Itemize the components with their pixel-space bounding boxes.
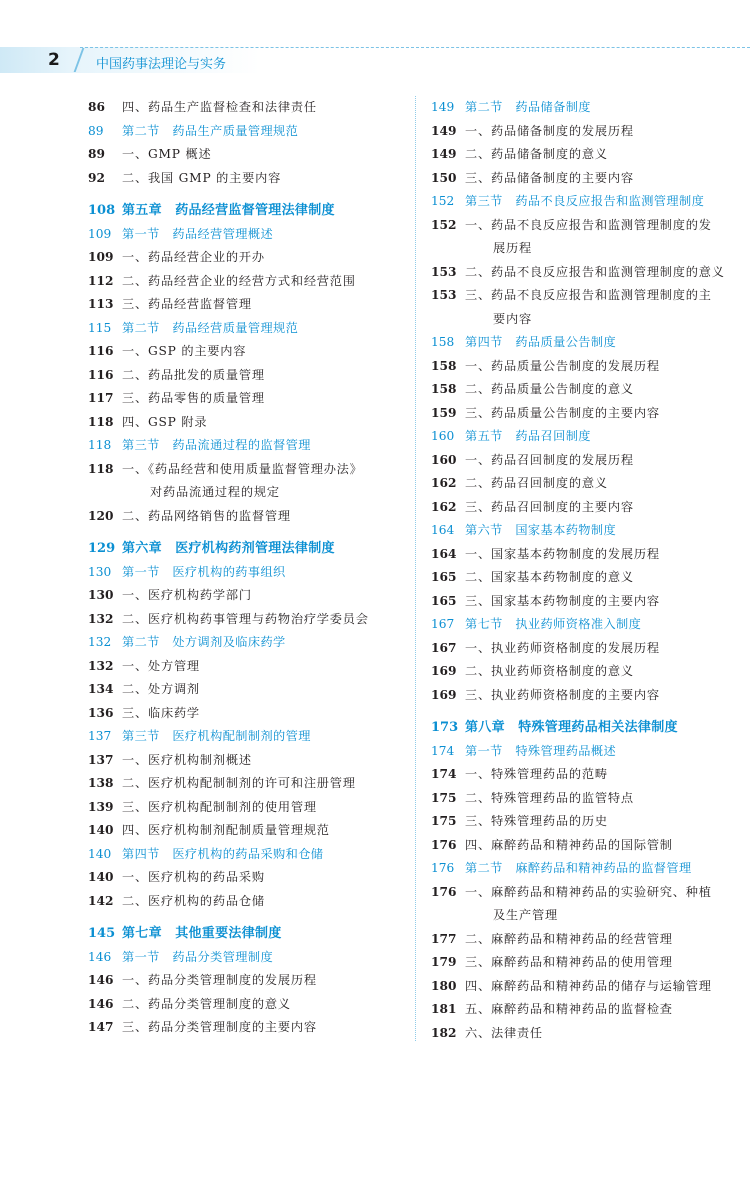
toc-item[interactable] [431,684,742,708]
toc-page-number: 140 [88,846,112,861]
toc-entry-title: 三、执业药师资格制度的主要内容 [465,687,660,702]
toc-page-number: 153 [431,288,457,302]
toc-item[interactable] [431,881,742,905]
toc-entry-title: 四、麻醉药品和精神药品的储存与运输管理 [465,978,712,993]
toc-entry-title: 二、特殊管理药品的监管特点 [465,790,634,805]
toc-item[interactable] [431,1022,742,1046]
toc-item[interactable] [88,246,400,270]
toc-item[interactable] [88,655,400,679]
toc-entry-title: 一、GMP 概述 [122,147,212,161]
toc-chapter[interactable] [431,716,742,740]
toc-section[interactable] [88,946,400,970]
toc-item[interactable] [88,293,400,317]
toc-page-number: 136 [88,705,114,720]
toc-page-number: 130 [88,564,112,579]
toc-page-number: 158 [431,358,457,373]
toc-entry-title: 五、麻醉药品和精神药品的监督检查 [465,1002,673,1016]
toc-entry-title: 展历程 [493,241,532,255]
toc-entry-title: 一、药品储备制度的发展历程 [465,123,634,138]
toc-page-number: 149 [431,147,457,161]
toc-entry-title: 一、GSP 的主要内容 [122,344,247,358]
toc-page-number: 146 [88,949,112,964]
toc-entry-title: 二、处方调剂 [122,682,200,696]
toc-item[interactable] [88,772,400,796]
toc-item[interactable] [88,143,400,167]
toc-item[interactable] [431,834,742,858]
toc-entry-title: 第二节 处方调剂及临床药学 [122,635,286,649]
toc-page-number: 164 [431,546,457,561]
toc-entry-title: 第四节 药品质量公告制度 [465,335,617,349]
toc-page-number: 149 [431,100,455,114]
toc-entry-title: 二、药品储备制度的意义 [465,147,608,161]
toc-page-number: 177 [431,931,457,946]
toc-item-continued[interactable] [431,904,742,928]
toc-item[interactable] [88,866,400,890]
toc-entry-title: 三、麻醉药品和精神药品的使用管理 [465,955,673,969]
toc-section[interactable] [88,725,400,749]
toc-entry-title: 第六节 国家基本药物制度 [465,523,617,537]
toc-page-number: 132 [88,611,114,626]
toc-page-number: 176 [431,884,457,899]
toc-page-number: 132 [88,658,114,673]
toc-page-number: 181 [431,1002,457,1016]
toc-item[interactable] [431,928,742,952]
toc-page-number: 137 [88,729,112,743]
toc-entry-title: 第三节 药品不良反应报告和监测管理制度 [465,194,705,208]
toc-page-number: 89 [88,147,105,161]
toc-item[interactable] [431,660,742,684]
toc-entry-title: 四、医疗机构制剂配制质量管理规范 [122,823,330,837]
toc-page-number: 152 [431,194,455,208]
toc-entry-title: 三、医疗机构配制制剂的使用管理 [122,799,317,814]
toc-right-column [431,96,742,1045]
toc-item[interactable] [431,378,742,402]
toc-item[interactable] [88,702,400,726]
toc-page-number: 92 [88,170,105,185]
toc-page-number: 175 [431,790,457,805]
toc-item[interactable] [88,505,400,529]
toc-item[interactable] [431,787,742,811]
toc-item[interactable] [88,678,400,702]
toc-page-number: 174 [431,743,455,758]
toc-page-number: 120 [88,508,114,523]
toc-item[interactable] [88,458,400,482]
toc-page-number: 109 [88,226,112,241]
toc-item[interactable] [431,449,742,473]
toc-page-number: 118 [88,414,114,429]
toc-entry-title: 第二节 麻醉药品和精神药品的监督管理 [465,861,692,875]
toc-entry-title: 二、药品分类管理制度的意义 [122,996,291,1011]
toc-entry-title: 二、药品质量公告制度的意义 [465,382,634,396]
toc-entry-title: 第一节 药品经营管理概述 [122,226,274,241]
toc-entry-title: 二、国家基本药物制度的意义 [465,570,634,584]
toc-entry-title: 第一节 药品分类管理制度 [122,949,274,964]
toc-section[interactable] [431,613,742,637]
toc-item[interactable] [88,608,400,632]
toc-entry-title: 第八章 特殊管理药品相关法律制度 [465,720,678,735]
toc-page-number: 109 [88,250,114,264]
toc-item[interactable] [88,969,400,993]
toc-item[interactable] [431,214,742,238]
toc-page-number: 89 [88,123,104,138]
toc-item[interactable] [431,472,742,496]
toc-section[interactable] [88,317,400,341]
toc-item[interactable] [88,796,400,820]
toc-page-number: 167 [431,640,457,655]
toc-entry-title: 四、GSP 附录 [122,414,208,429]
toc-item[interactable] [431,355,742,379]
toc-page-number: 108 [88,203,116,218]
toc-chapter[interactable] [88,922,400,946]
toc-entry-title: 第二节 药品经营质量管理规范 [122,320,299,335]
toc-item[interactable] [88,167,400,191]
toc-page-number: 118 [88,461,114,476]
toc-section[interactable] [88,434,400,458]
toc-page-number: 134 [88,682,114,696]
toc-page-number: 182 [431,1025,457,1040]
toc-item[interactable] [431,763,742,787]
toc-item[interactable] [431,566,742,590]
toc-item[interactable] [88,890,400,914]
toc-entry-title: 第二节 药品生产质量管理规范 [122,123,299,138]
toc-item-continued[interactable] [88,481,400,505]
toc-entry-title: 一、麻醉药品和精神药品的实验研究、种植 [465,884,712,899]
toc-entry-title: 三、药品质量公告制度的主要内容 [465,405,660,420]
toc-section[interactable] [88,120,400,144]
toc-page-number: 129 [88,541,116,556]
toc-page-number: 138 [88,776,114,790]
toc-section[interactable] [431,96,742,120]
toc-page-number: 158 [431,335,455,349]
toc-page-number: 169 [431,664,457,678]
toc-section[interactable] [88,561,400,585]
toc-page-number: 175 [431,814,457,828]
toc-page-number: 118 [88,438,112,452]
toc-item[interactable] [88,749,400,773]
toc-item-continued[interactable] [431,237,742,261]
toc-entry-title: 二、药品网络销售的监督管理 [122,508,291,523]
toc-entry-title: 二、药品不良反应报告和监测管理制度的意义 [465,264,725,279]
toc-chapter[interactable] [88,199,400,223]
toc-item[interactable] [88,411,400,435]
toc-item[interactable] [431,402,742,426]
toc-item[interactable] [88,819,400,843]
toc-page-number: 159 [431,405,457,420]
toc-page-number: 132 [88,635,112,649]
toc-entry-title: 一、特殊管理药品的范畴 [465,767,608,781]
toc-item[interactable] [431,167,742,191]
toc-entry-title: 一、国家基本药物制度的发展历程 [465,546,660,561]
toc-item[interactable] [88,270,400,294]
toc-page-number: 158 [431,382,457,396]
toc-entry-title: 六、法律责任 [465,1025,543,1040]
toc-section[interactable] [88,843,400,867]
toc-item[interactable] [431,998,742,1022]
toc-item[interactable] [88,584,400,608]
toc-page-number: 147 [88,1020,114,1034]
toc-item[interactable] [431,543,742,567]
toc-item[interactable] [431,120,742,144]
toc-section[interactable] [431,190,742,214]
toc-page-number: 130 [88,588,114,602]
toc-item[interactable] [88,96,400,120]
toc-entry-title: 对药品流通过程的规定 [150,485,280,499]
toc-entry-title: 要内容 [493,311,532,326]
toc-page-number: 162 [431,476,457,490]
toc-page-number: 160 [431,452,457,467]
toc-entry-title: 第五节 药品召回制度 [465,429,591,443]
toc-page-number: 167 [431,617,455,631]
toc-page-number: 160 [431,429,455,443]
toc-entry-title: 四、麻醉药品和精神药品的国际管制 [465,837,673,852]
toc-page-number: 112 [88,273,114,288]
toc-section[interactable] [431,425,742,449]
toc-entry-title: 一、医疗机构药学部门 [122,588,252,602]
toc-page-number: 146 [88,973,114,987]
toc-page-number: 142 [88,893,114,908]
toc-entry-title: 二、医疗机构的药品仓储 [122,893,265,908]
toc-item[interactable] [88,364,400,388]
toc-entry-title: 第四节 医疗机构的药品采购和仓储 [122,846,324,861]
toc-entry-title: 第三节 医疗机构配制制剂的管理 [122,729,311,743]
toc-entry-title: 一、药品召回制度的发展历程 [465,452,634,467]
toc-page-number: 140 [88,823,114,837]
toc-item[interactable] [431,951,742,975]
toc-section[interactable] [431,740,742,764]
toc-entry-title: 三、临床药学 [122,705,200,720]
toc-item[interactable] [431,590,742,614]
toc-entry-title: 三、药品召回制度的主要内容 [465,499,634,514]
toc-page-number: 153 [431,264,457,279]
toc-entry-title: 三、药品不良反应报告和监测管理制度的主 [465,288,712,302]
toc-entry-title: 第七节 执业药师资格准入制度 [465,617,642,631]
toc-section[interactable] [88,631,400,655]
toc-page-number: 113 [88,297,114,311]
toc-entry-title: 四、药品生产监督检查和法律责任 [122,100,317,114]
toc-item[interactable] [88,387,400,411]
toc-page-number: 180 [431,978,457,993]
toc-page-number: 165 [431,570,457,584]
toc-entry-title: 一、执业药师资格制度的发展历程 [465,640,660,655]
toc-item-continued[interactable] [431,308,742,332]
toc-entry-title: 三、药品储备制度的主要内容 [465,170,634,185]
toc-chapter[interactable] [88,537,400,561]
toc-page-number: 140 [88,870,114,884]
toc-entry-title: 二、医疗机构配制制剂的许可和注册管理 [122,776,356,790]
toc-page-number: 164 [431,523,455,537]
toc-item[interactable] [431,261,742,285]
toc-page-number: 165 [431,593,457,608]
toc-page-number: 152 [431,217,457,232]
toc-page-number: 116 [88,344,114,358]
toc-entry-title: 第二节 药品储备制度 [465,100,591,114]
toc-page-number: 115 [88,320,112,335]
toc-entry-title: 二、医疗机构药事管理与药物治疗学委员会 [122,611,369,626]
toc-page-number: 116 [88,367,114,382]
toc-entry-title: 二、执业药师资格制度的意义 [465,664,634,678]
book-title: 中国药事法理论与实务 [96,57,227,72]
toc-entry-title: 二、药品经营企业的经营方式和经营范围 [122,273,356,288]
toc-entry-title: 一、《药品经营和使用质量监督管理办法》 [122,461,363,476]
toc-item[interactable] [88,1016,400,1040]
toc-page-number: 117 [88,391,114,405]
column-divider [415,96,416,1041]
toc-entry-title: 二、麻醉药品和精神药品的经营管理 [465,931,673,946]
toc-page-number: 146 [88,996,114,1011]
toc-page-number: 150 [431,170,457,185]
toc-entry-title: 二、药品召回制度的意义 [465,476,608,490]
header-rule [80,47,750,48]
toc-entry-title: 第六章 医疗机构药剂管理法律制度 [122,541,335,556]
toc-entry-title: 一、处方管理 [122,658,200,673]
toc-entry-title: 第五章 药品经营监督管理法律制度 [122,203,335,218]
toc-entry-title: 三、药品经营监督管理 [122,297,252,311]
toc-page-number: 139 [88,799,114,814]
toc-entry-title: 第一节 特殊管理药品概述 [465,743,617,758]
toc-entry-title: 一、医疗机构制剂概述 [122,752,252,767]
toc-entry-title: 第三节 药品流通过程的监督管理 [122,438,311,452]
toc-entry-title: 二、药品批发的质量管理 [122,367,265,382]
toc-page-number: 145 [88,926,116,941]
toc-item[interactable] [88,340,400,364]
toc-page-number: 162 [431,499,457,514]
toc-item[interactable] [431,810,742,834]
toc-entry-title: 一、药品经营企业的开办 [122,250,265,264]
toc-entry-title: 第一节 医疗机构的药事组织 [122,564,286,579]
toc-section[interactable] [431,519,742,543]
toc-page-number: 86 [88,100,105,114]
toc-item[interactable] [431,637,742,661]
toc-entry-title: 一、药品质量公告制度的发展历程 [465,358,660,373]
toc-entry-title: 一、药品不良反应报告和监测管理制度的发 [465,217,712,232]
toc-item[interactable] [88,993,400,1017]
toc-page-number: 169 [431,687,457,702]
toc-entry-title: 三、国家基本药物制度的主要内容 [465,593,660,608]
toc-page-number: 137 [88,752,114,767]
toc-section[interactable] [431,857,742,881]
toc-page-number: 149 [431,123,457,138]
toc-item[interactable] [431,143,742,167]
toc-entry-title: 一、医疗机构的药品采购 [122,870,265,884]
toc-entry-title: 三、特殊管理药品的历史 [465,814,608,828]
toc-entry-title: 二、我国 GMP 的主要内容 [122,170,282,185]
toc-item[interactable] [431,975,742,999]
toc-page-number: 176 [431,861,455,875]
toc-page-number: 174 [431,767,457,781]
toc-item[interactable] [431,284,742,308]
toc-left-column [88,96,400,1040]
toc-item[interactable] [431,496,742,520]
toc-entry-title: 及生产管理 [493,908,558,922]
toc-entry-title: 三、药品分类管理制度的主要内容 [122,1020,317,1034]
toc-section[interactable] [88,223,400,247]
page-number: 2 [48,50,60,70]
toc-entry-title: 三、药品零售的质量管理 [122,391,265,405]
toc-page-number: 176 [431,837,457,852]
toc-section[interactable] [431,331,742,355]
toc-entry-title: 第七章 其他重要法律制度 [122,926,282,941]
toc-entry-title: 一、药品分类管理制度的发展历程 [122,973,317,987]
toc-page-number: 173 [431,720,459,735]
toc-page-number: 179 [431,955,457,969]
